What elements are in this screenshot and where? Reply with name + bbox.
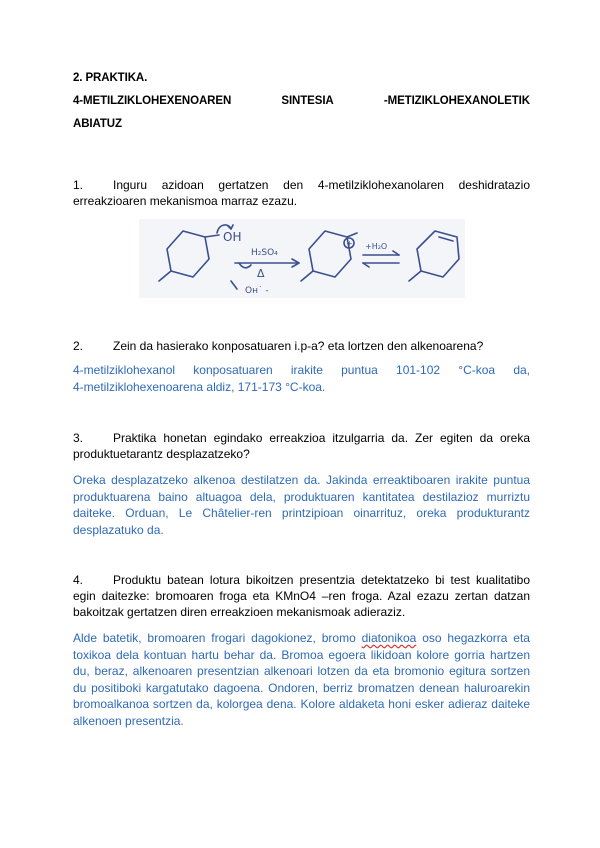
question-text-continued: bakoitzak gertatzen diren erreakzioen mekanismoak adieraziz. <box>73 605 406 619</box>
oh-label: OH <box>223 230 242 244</box>
reaction-mechanism-figure <box>139 219 465 298</box>
question-3 <box>73 430 530 462</box>
answer-line: 4-metilziklohexanol konposatuaren irakite puntua 101-102 °C-koa da, <box>73 363 530 377</box>
answer-text-start: Alde batetik, bromoaren frogari dagokionez, bromo <box>73 631 362 645</box>
question-number: 2. <box>73 339 84 353</box>
practice-number: 2. PRAKTIKA. <box>73 72 148 84</box>
practice-title-line2: ABIATUZ <box>73 118 122 130</box>
reaction-drawing <box>139 219 465 298</box>
water-label: +H₂O <box>365 242 388 251</box>
ring-2 <box>309 231 351 277</box>
question-number: 3. <box>73 431 84 445</box>
reagent-label: H₂SO₄ <box>251 248 278 258</box>
title-part-1: 4-METILZIKLOHEXENOAREN <box>73 95 232 107</box>
question-1 <box>73 177 530 209</box>
answer-line: 4-metilziklohexenoarena aldiz, 171-173 °C-koa. <box>73 379 326 394</box>
misspelled-word: diatonikoa <box>361 631 417 645</box>
question-number: 4. <box>73 573 84 587</box>
plus-charge-label: + <box>346 239 353 248</box>
question-text-continued: egin daitezke: bromoaren froga eta KMnO4 –ren froga. Azal ezazu zertan datzan <box>73 589 530 603</box>
title-part-2: SINTESIA <box>281 95 334 107</box>
question-text-continued: produktuetarantz desplazatzeko? <box>73 447 250 461</box>
question-4 <box>73 572 530 620</box>
question-text: Produktu batean lotura bikoitzen presentzia detektatzeko bi test kualitatibo <box>113 573 530 587</box>
question-text: Praktika honetan egindako erreakzioa itzulgarria da. Zer egiten da oreka <box>113 431 530 445</box>
lower-label: Oн˙ - <box>245 286 269 296</box>
answer-2 <box>73 362 530 395</box>
question-text: Inguru azidoan gertatzen den 4-metilziklohexanolaren deshidratazio <box>113 178 530 192</box>
answer-text-end: oso hegazkorra eta toxikoa dela kontuan hartu behar da. Bromoa egoera likidoan kolore gorria hartzen du, beraz, alkenoaren presentzian alkenoari lotzen da eta bromonio egitura sortzen du positiboki kargatutako dagoena. Ondoren, berriz bromatzen denean haluroarekin bromoalkanoa sortzen da, kolorgea dena. Kolore aldaketa honi esker adieraz daiteke alkenoen presentzia. <box>73 631 530 728</box>
answer-4 <box>73 630 530 729</box>
heat-label: Δ <box>257 267 265 280</box>
question-text: Zein da hasierako konposatuaren i.p-a? eta lortzen den alkenoarena? <box>113 339 484 353</box>
question-text-continued: erreakzioaren mekanismoa marraz ezazu. <box>73 194 298 208</box>
answer-3: Oreka desplazatzeko alkenoa destilatzen da. Jakinda erreaktiboaren irakite puntua produktuarena baino altuagoa dela, produktuaren kantitatea destilazioz murriztu daiteke. Orduan, Le Châtelier-ren printzipioan oinarrituz, oreka produkturantz desplazatuko da. <box>73 473 530 537</box>
question-number: 1. <box>73 178 84 192</box>
ring-3 <box>417 231 459 277</box>
question-2 <box>73 338 530 354</box>
practice-title <box>73 95 530 107</box>
ring-1 <box>167 231 209 277</box>
title-part-3: -METIZIKLOHEXANOLETIK <box>383 95 530 107</box>
